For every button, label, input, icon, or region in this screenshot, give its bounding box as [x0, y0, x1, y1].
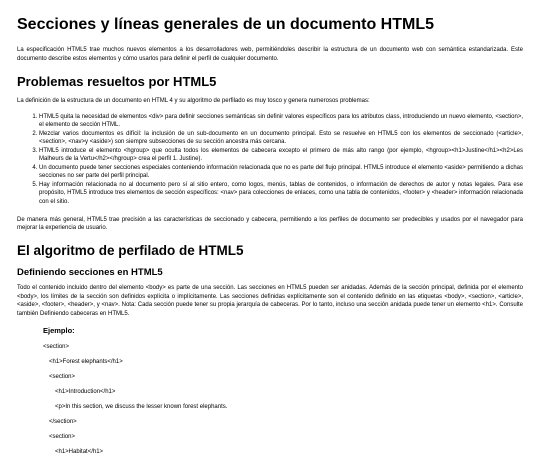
code-line: <p>In this section, we discuss the lesser known forest elephants. — [55, 403, 228, 410]
list-item: 1. HTML5 quita la necesidad de elementos <div> para definir secciones semánticas sin definir valores específicos para los atributos class, introduciendo un nuevo elemento, <section>, el elemento de sección HTML. — [39, 113, 523, 130]
list-item: 3. HTML5 introduce el elemento <hgroup> que oculta todos los elementos de cabecera excepto el primero de más alto rango (por ejemplo, <hgroup><h1>Justine</h1><h2>Les Malheurs de la Vertu</h2></hgroup> crea el perfil 1. Justine). — [39, 147, 523, 164]
code-line: <h1>Introduction</h1> — [55, 388, 116, 395]
example-block — [17, 326, 523, 455]
list-item: 4. Un documento puede tener secciones especiales conteniendo información relacionada que no es parte del flujo principal. HTML5 introduce el elemento <aside> permitiendo a dichas secciones no ser parte del perfil principal. — [39, 164, 523, 181]
intro-paragraph: La especificación HTML5 trae muchos nuevos elementos a los desarrolladores web, permitiéndoles describir la estructura de un documento web con semántica estandarizada. Este documento describe estos elementos y cómo usarlos para definir el perfil de cualquier documento. — [17, 47, 523, 62]
list-item: 5. Hay información relacionada no al documento pero sí al sitio entero, como logos, menús, tablas de contenidos, o información de derechos de autor y notas legales. Para ese propósito, HTML5 introduce tres elementos de sección específicos: <nav> para colecciones de enlaces, como una tabla de contenidos, <footer> y <header> información relacionada con el sitio. — [39, 181, 523, 207]
code-line: <section> — [49, 433, 76, 440]
algorithm-heading: El algoritmo de perfilado de HTML5 — [17, 242, 244, 258]
sections-subheading: Definiendo secciones en HTML5 — [17, 267, 163, 279]
code-line: </section> — [49, 418, 77, 425]
example-label: Ejemplo: — [43, 325, 75, 335]
list-item: 2. Mezclar varios documentos es difícil: la inclusión de un sub-documento en un documento principal. Esto se resuelve en HTML5 con los elementos de seccionado (<article>, <section>, <nav>y <aside>) son siempre subsecciones de su sección ancestra más cercana. — [39, 130, 523, 147]
problems-list — [17, 113, 523, 207]
page-title: Secciones y líneas generales de un documento HTML5 — [17, 16, 435, 33]
problems-heading: Problemas resueltos por HTML5 — [17, 73, 217, 89]
code-line: <h1>Forest elephants</h1> — [49, 358, 123, 365]
sections-body: Todo el contenido incluido dentro del elemento <body> es parte de una sección. Las secciones en HTML5 pueden ser anidadas. Además de la sección principal, definida por el elemento <body>, los límites de la sección son definidos explícita o implícitamente. Las secciones definidas explícitamente son el contenido definido en las etiquetas <body>, <section>, <article>, <aside>, <footer>, <header>, y <nav>. Nota: Cada sección puede tener su propia jerarquía de cabeceras. Por lo tanto, incluso una sección anidada puede tener un elemento <h1>. Consulte también Definiendo cabeceras en HTML5. — [17, 285, 523, 318]
code-line: <h1>Habitat</h1> — [55, 448, 104, 455]
code-line: <section> — [49, 373, 76, 380]
problems-lead: La definición de la estructura de un documento en HTML 4 y su algoritmo de perfilado es muy tosco y genera numerosos problemas: — [17, 98, 370, 105]
code-line: <section> — [43, 343, 70, 350]
problems-closing: De manera más general, HTML5 trae precisión a las características de seccionado y cabecera, permitiendo a los perfiles de documento ser predecibles y usados por el navegador para mejorar la experiencia de usuario. — [17, 216, 523, 232]
